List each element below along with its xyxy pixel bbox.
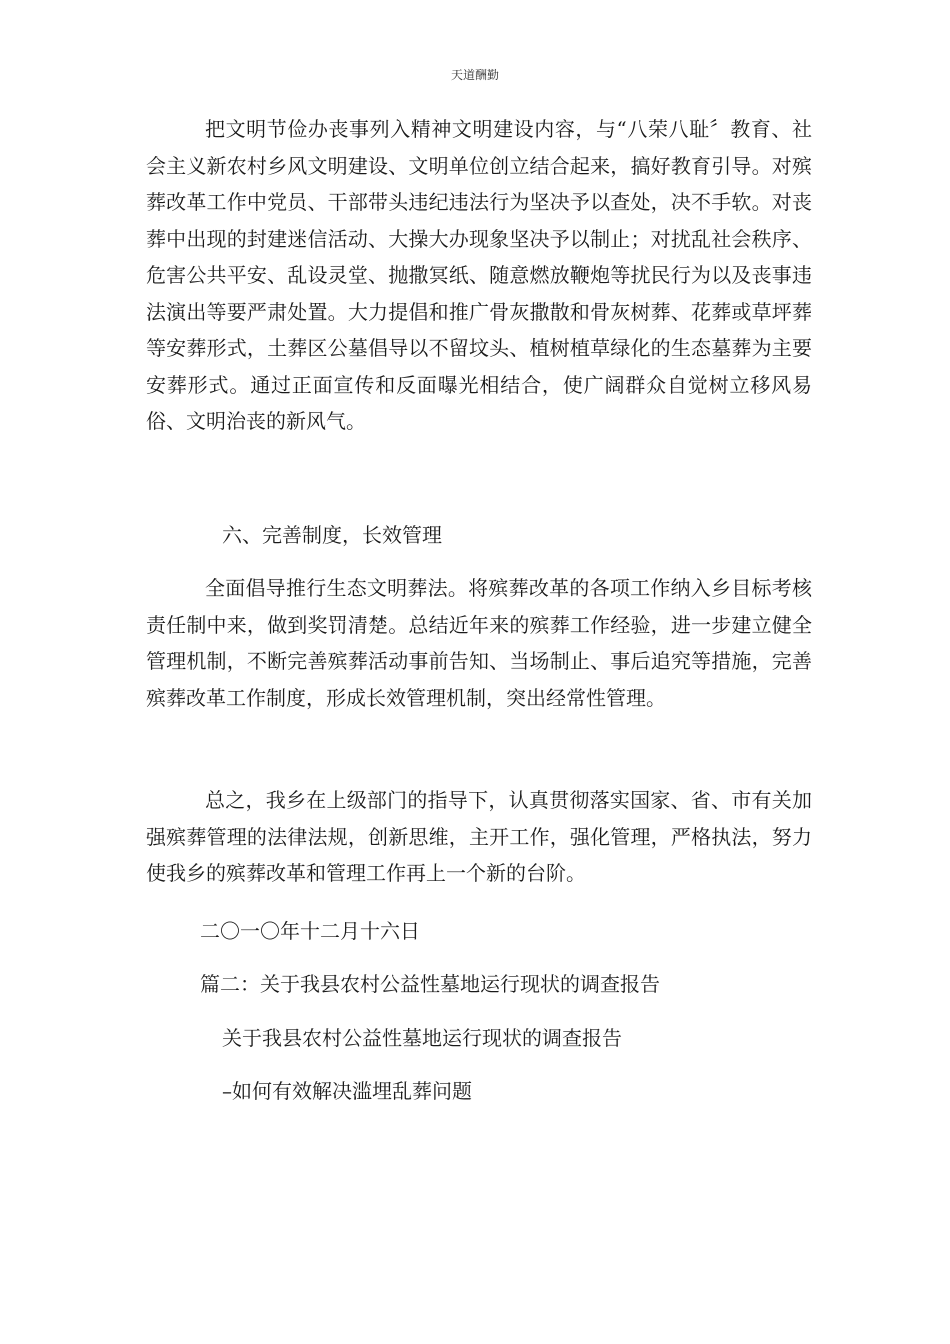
article-two-label: 篇二：关于我县农村公益性墓地运行现状的调查报告	[200, 972, 660, 996]
paragraph-civilization-funerals: 把文明节俭办丧事列入精神文明建设内容，与“八荣八耻〞教育、社会主义新农村乡风文明建设、文明单位创立结合起来，搞好教育引导。对殡葬改革工作中党员、干部带头违纪违法行为坚决予以查处，决不手软。对丧葬中出现的封建迷信活动、大操大办现象坚决予以制止；对扰乱社会秩序、危害公共平安、乱设灵堂、抛撒冥纸、随意燃放鞭炮等扰民行为以及丧事违法演出等要严肃处置。大力提倡和推广骨灰撒散和骨灰树葬、花葬或草坪葬等安葬形式，土葬区公墓倡导以不留坟头、植树植草绿化的生态墓葬为主要安葬形式。通过正面宣传和反面曝光相结合，使广阔群众自觉树立移风易俗、文明治丧的新风气。	[146, 117, 812, 433]
report-subtitle: –如何有效解决滥埋乱葬问题	[222, 1079, 472, 1103]
running-header: 天道酬勤	[450, 68, 499, 82]
paragraph-conclusion: 总之，我乡在上级部门的指导下，认真贯彻落实国家、省、市有关加强殡葬管理的法律法规，创新思维，主开工作，强化管理，严格执法，努力使我乡的殡葬改革和管理工作再上一个新的台阶。	[146, 788, 812, 885]
document-date: 二〇一〇年十二月十六日	[200, 919, 420, 943]
section-heading-six: 六、完善制度，长效管理	[222, 523, 442, 547]
paragraph-long-term-management: 全面倡导推行生态文明葬法。将殡葬改革的各项工作纳入乡目标考核责任制中来，做到奖罚清楚。总结近年来的殡葬工作经验，进一步建立健全管理机制，不断完善殡葬活动事前告知、当场制止、事后追究等措施，完善殡葬改革工作制度，形成长效管理机制，突出经常性管理。	[146, 576, 812, 710]
report-title: 关于我县农村公益性墓地运行现状的调查报告	[222, 1026, 622, 1050]
